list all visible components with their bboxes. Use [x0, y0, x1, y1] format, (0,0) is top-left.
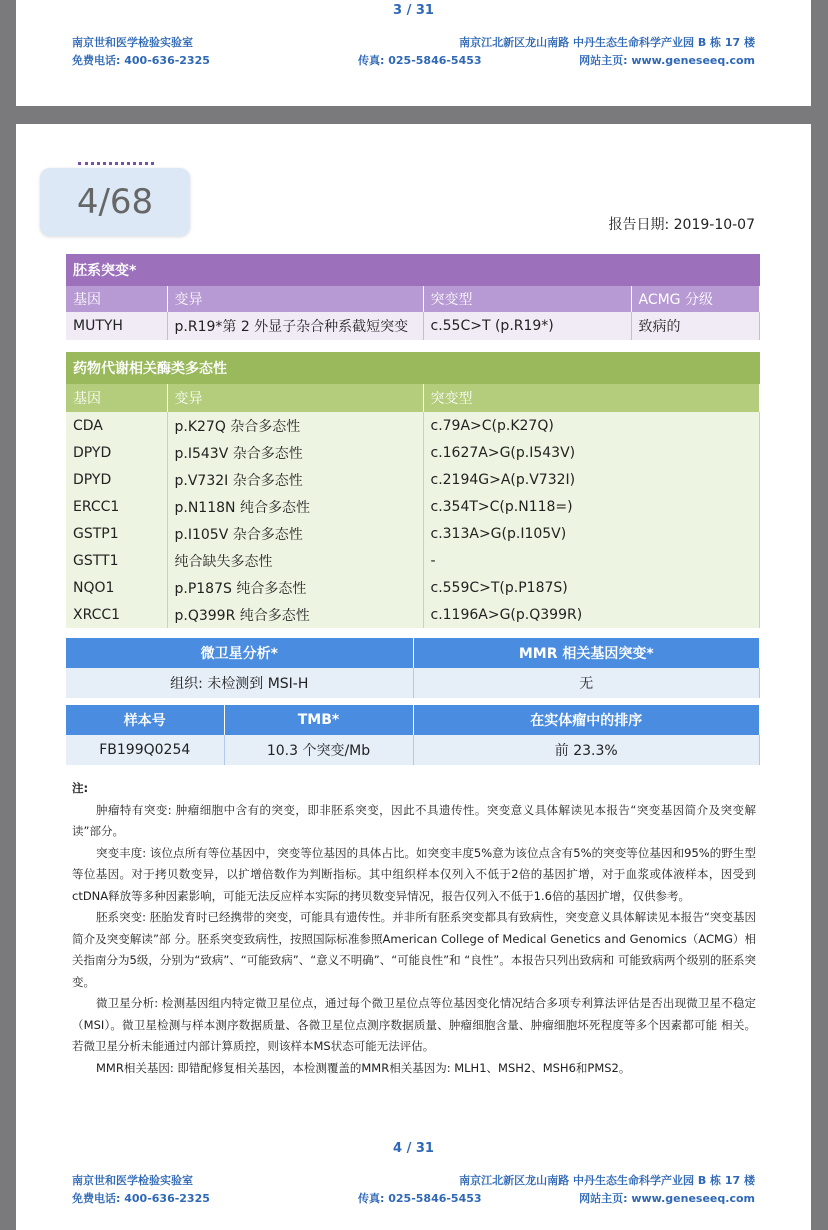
gene-cell: GSTP1: [66, 520, 167, 547]
column-header: 突变型: [423, 286, 631, 312]
gene-cell: MUTYH: [66, 312, 167, 340]
report-date: 报告日期: 2019-10-07: [608, 217, 755, 233]
table-row: [66, 520, 760, 547]
column-header: 基因: [66, 384, 167, 412]
variant-cell: p.R19*第 2 外显子杂合种系截短突变: [167, 312, 423, 340]
gene-cell: ERCC1: [66, 493, 167, 520]
table-row: [66, 466, 760, 493]
footer-address: 南京江北新区龙山南路 中丹生态生命科学产业园 B 栋 17 楼: [459, 36, 755, 49]
page-number: 4 / 31: [393, 1141, 434, 1156]
sample-id-cell: FB199Q0254: [66, 735, 224, 765]
table-row: [66, 547, 760, 574]
gene-cell: XRCC1: [66, 601, 167, 628]
variant-cell: p.P187S 纯合多态性: [167, 574, 423, 601]
column-header: 基因: [66, 286, 167, 312]
footer-phone: 免费电话: 400-636-2325: [72, 1192, 210, 1205]
mutation-cell: -: [423, 547, 760, 574]
mutation-cell: c.1196A>G(p.Q399R): [423, 601, 760, 628]
column-header: 微卫星分析*: [66, 638, 413, 668]
variant-cell: p.K27Q 杂合多态性: [167, 412, 423, 439]
footer-phone: 免费电话: 400-636-2325: [72, 54, 210, 67]
table-row: [66, 574, 760, 601]
footer-lab-name: 南京世和医学检验实验室: [72, 1174, 193, 1187]
variant-cell: 纯合缺失多态性: [167, 547, 423, 574]
gene-cell: GSTT1: [66, 547, 167, 574]
note-paragraph: MMR相关基因: 即错配修复相关基因，本检测覆盖的MMR相关基因为: MLH1、MSH2、MSH6和PMS2。: [96, 1060, 631, 1075]
mutation-cell: c.559C>T(p.P187S): [423, 574, 760, 601]
note-paragraph: 肿瘤特有突变: 肿瘤细胞中含有的突变，即非胚系突变，因此不具遗传性。突变意义具体解读见本报告“突变基因简介及突变解读”部分。: [72, 802, 756, 838]
previous-page: [16, 0, 811, 106]
mutation-cell: c.2194G>A(p.V732I): [423, 466, 760, 493]
column-header: MMR 相关基因突变*: [413, 638, 760, 668]
gene-cell: CDA: [66, 412, 167, 439]
variant-cell: p.N118N 纯合多态性: [167, 493, 423, 520]
footer-lab-name: 南京世和医学检验实验室: [72, 36, 193, 49]
tmb-value-cell: 10.3 个突变/Mb: [224, 735, 413, 765]
table-row: [66, 312, 760, 340]
column-header: ACMG 分级: [631, 286, 760, 312]
pharmacogenomics-table: [66, 352, 760, 628]
variant-cell: p.V732I 杂合多态性: [167, 466, 423, 493]
footer-fax: 传真: 025-5846-5453: [358, 1192, 482, 1205]
mutation-cell: c.354T>C(p.N118=): [423, 493, 760, 520]
mmr-result-cell: 无: [413, 668, 760, 698]
column-header: 突变型: [423, 384, 760, 412]
gene-cell: NQO1: [66, 574, 167, 601]
table-row: [66, 412, 760, 439]
column-header: 变异: [167, 286, 423, 312]
table-row: [66, 439, 760, 466]
tmb-table: [66, 705, 760, 765]
msi-mmr-table: [66, 638, 760, 698]
table-row: [66, 668, 760, 698]
variant-cell: p.I105V 杂合多态性: [167, 520, 423, 547]
mutation-cell: c.1627A>G(p.I543V): [423, 439, 760, 466]
acmg-cell: 致病的: [631, 312, 760, 340]
column-header: 样本号: [66, 705, 224, 735]
column-header: 变异: [167, 384, 423, 412]
column-header: 在实体瘤中的排序: [413, 705, 760, 735]
msi-result-cell: 组织: 未检测到 MSI-H: [66, 668, 413, 698]
note-paragraph: 突变丰度: 该位点所有等位基因中，突变等位基因的具体占比。如突变丰度5%意为该位点含有5%的突变等位基因和95%的野生型等位基因。对于拷贝数变异，以扩增倍数作为判断指标。其中组织样本仅列入不低于2倍的基因扩增，对于血浆或体液样本，因受到ctDNA释放等多种因素影响，可能无法反应样本实际的拷贝数变异情况，报告仅列入不低于1.6倍的基因扩增，仅供参考。: [72, 845, 756, 903]
germline-table-title: 胚系突变*: [66, 254, 760, 286]
prev-page-number: 3 / 31: [393, 3, 434, 18]
mutation-cell: c.79A>C(p.K27Q): [423, 412, 760, 439]
mutation-cell: c.313A>G(p.I105V): [423, 520, 760, 547]
column-header: TMB*: [224, 705, 413, 735]
pharmaco-table-title: 药物代谢相关酶类多态性: [66, 352, 760, 384]
gene-cell: DPYD: [66, 439, 167, 466]
germline-mutation-table: [66, 254, 760, 340]
footer-fax: 传真: 025-5846-5453: [358, 54, 482, 67]
variant-cell: p.I543V 杂合多态性: [167, 439, 423, 466]
note-paragraph: 微卫星分析: 检测基因组内特定微卫星位点，通过每个微卫星位点等位基因变化情况结合多项专利算法评估是否出现微卫星不稳定（MSI）。微卫星检测与样本测序数据质量、各微卫星位点测序数据质量、肿瘤细胞含量、肿瘤细胞坏死程度等多个因素都可能 相关。若微卫星分析未能通过内部计算质控，则该样本MS状态可能无法评估。: [72, 996, 756, 1053]
table-row: [66, 735, 760, 765]
current-page: [16, 124, 811, 1230]
table-row: [66, 493, 760, 520]
table-row: [66, 601, 760, 628]
footer-website: 网站主页: www.geneseeq.com: [579, 54, 755, 67]
tmb-rank-cell: 前 23.3%: [413, 735, 760, 765]
page-indicator-badge[interactable]: 4/68: [40, 168, 190, 236]
gene-cell: DPYD: [66, 466, 167, 493]
notes-section: [72, 778, 756, 1079]
variant-cell: p.Q399R 纯合多态性: [167, 601, 423, 628]
footer-address: 南京江北新区龙山南路 中丹生态生命科学产业园 B 栋 17 楼: [459, 1174, 755, 1187]
footer-website: 网站主页: www.geneseeq.com: [579, 1192, 755, 1205]
note-paragraph: 胚系突变: 胚胎发育时已经携带的突变，可能具有遗传性。并非所有胚系突变都具有致病性，突变意义具体解读见本报告“突变基因简介及突变解读”部 分。胚系突变致病性，按照国际标准参照American College of Medical Genetics and Genomics（ACMG）相关指南分为5级，分别为“致病”、“可能致病”、“意义不明确”、“可能良性”和 “良性”。本报告只列出致病和 可能致病两个级别的胚系突变。: [72, 910, 756, 989]
mutation-cell: c.55C>T (p.R19*): [423, 312, 631, 340]
notes-title: 注:: [72, 781, 89, 795]
